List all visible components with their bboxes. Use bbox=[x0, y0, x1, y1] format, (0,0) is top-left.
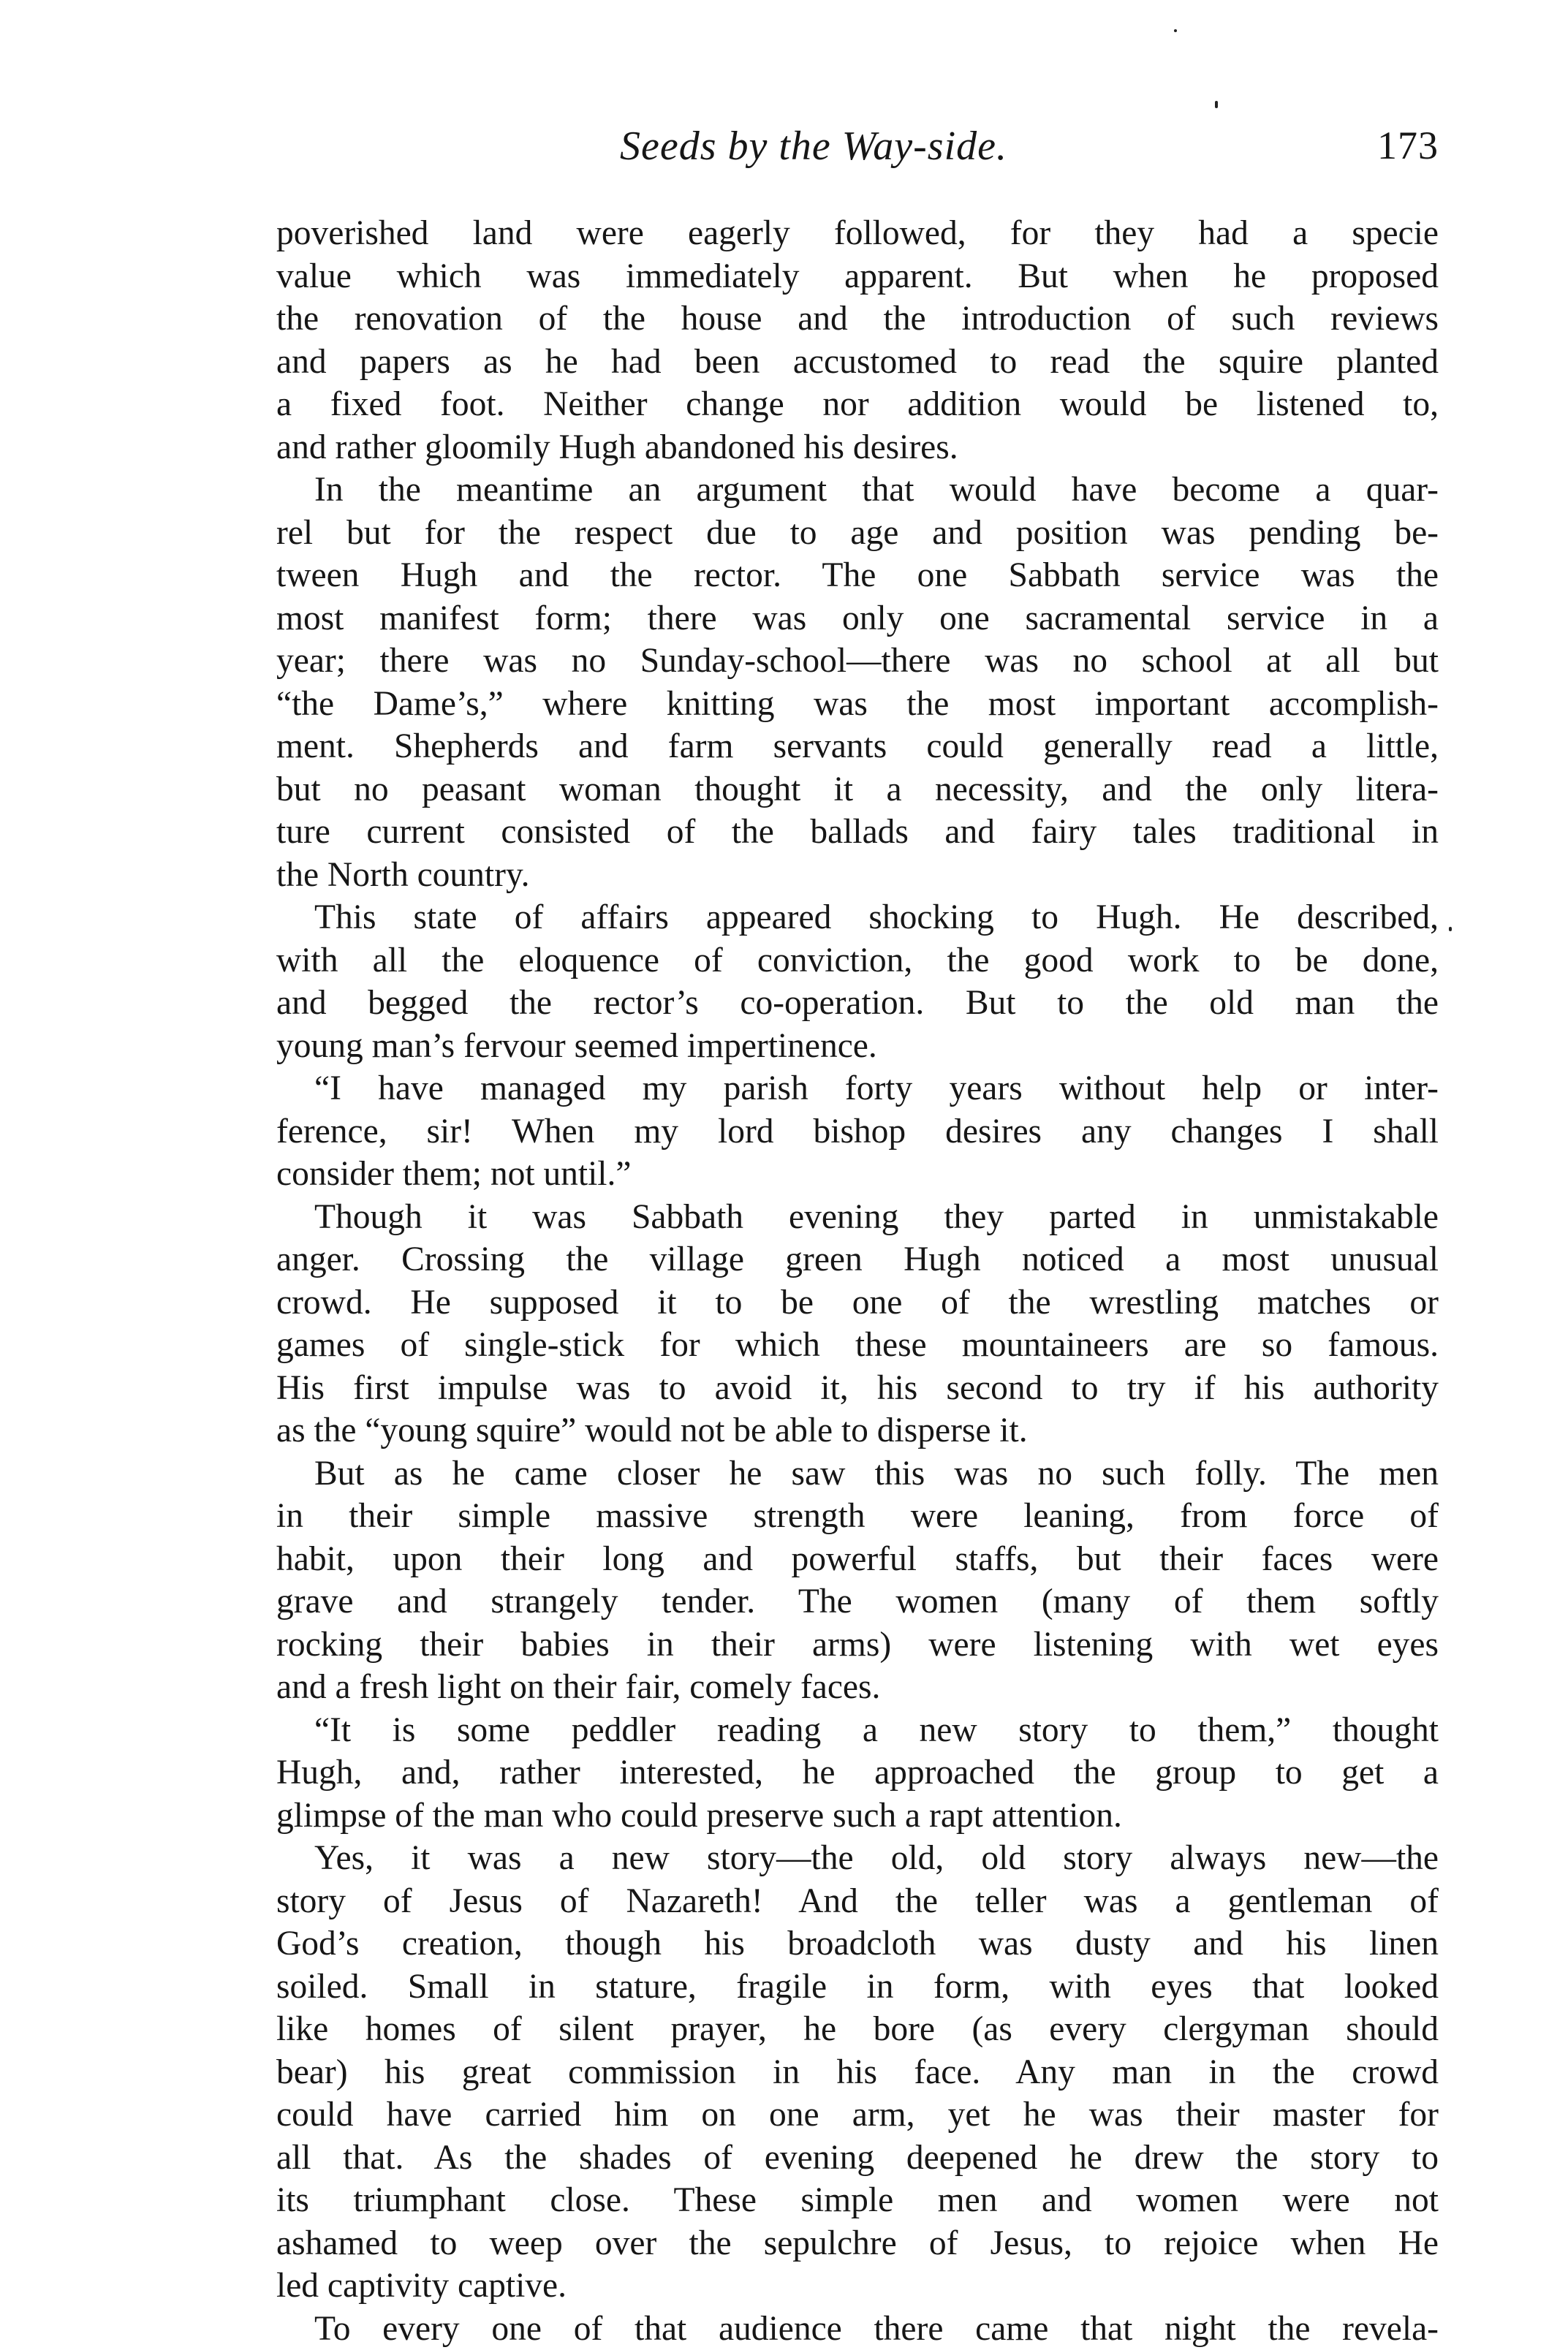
text-line: year; there was no Sunday-school—there was no school at all but bbox=[276, 640, 1439, 683]
text-line: in their simple massive strength were leaning, from force of bbox=[276, 1495, 1439, 1538]
text-line: but no peasant woman thought it a necessity, and the only litera- bbox=[276, 768, 1439, 811]
text-line: poverished land were eagerly followed, for they had a specie bbox=[276, 212, 1439, 255]
text-line: value which was immediately apparent. But when he proposed bbox=[276, 255, 1439, 298]
print-speck bbox=[1174, 29, 1177, 32]
text-line: led captivity captive. bbox=[276, 2264, 1439, 2308]
text-line: glimpse of the man who could preserve such a rapt attention. bbox=[276, 1794, 1439, 1838]
text-line: rocking their babies in their arms) were listening with wet eyes bbox=[276, 1623, 1439, 1667]
text-line: the North country. bbox=[276, 854, 1439, 897]
body-text bbox=[276, 212, 1439, 2350]
text-line: “It is some peddler reading a new story to them,” thought bbox=[276, 1709, 1439, 1752]
text-line: ture current consisted of the ballads and fairy tales traditional in bbox=[276, 811, 1439, 854]
text-line: “I have managed my parish forty years without help or inter- bbox=[276, 1067, 1439, 1110]
text-line: games of single-stick for which these mountaineers are so famous. bbox=[276, 1324, 1439, 1367]
paragraph bbox=[276, 1196, 1439, 1452]
text-line: the renovation of the house and the introduction of such reviews bbox=[276, 297, 1439, 341]
text-line: habit, upon their long and powerful staffs, but their faces were bbox=[276, 1538, 1439, 1581]
text-line: grave and strangely tender. The women (many of them softly bbox=[276, 1580, 1439, 1623]
paragraph bbox=[276, 896, 1439, 1067]
print-speck bbox=[1215, 101, 1218, 108]
text-line: God’s creation, though his broadcloth was dusty and his linen bbox=[276, 1922, 1439, 1966]
text-line: story of Jesus of Nazareth! And the teller was a gentleman of bbox=[276, 1880, 1439, 1923]
text-line: and rather gloomily Hugh abandoned his desires. bbox=[276, 426, 1439, 469]
text-line: rel but for the respect due to age and position was pending be- bbox=[276, 512, 1439, 555]
text-line: and papers as he had been accustomed to read the squire planted bbox=[276, 341, 1439, 384]
text-line: tween Hugh and the rector. The one Sabbath service was the bbox=[276, 554, 1439, 597]
text-line: a fixed foot. Neither change nor addition would be listened to, bbox=[276, 383, 1439, 426]
text-line: and begged the rector’s co-operation. But to the old man the bbox=[276, 982, 1439, 1025]
text-line: But as he came closer he saw this was no such folly. The men bbox=[276, 1452, 1439, 1496]
text-line: Yes, it was a new story—the old, old story always new—the bbox=[276, 1837, 1439, 1880]
text-line: anger. Crossing the village green Hugh noticed a most unusual bbox=[276, 1238, 1439, 1281]
paragraph bbox=[276, 1709, 1439, 1838]
text-line: ference, sir! When my lord bishop desires any changes I shall bbox=[276, 1110, 1439, 1153]
paragraph bbox=[276, 1067, 1439, 1196]
text-line: and a fresh light on their fair, comely faces. bbox=[276, 1666, 1439, 1709]
text-line: with all the eloquence of conviction, the good work to be done, bbox=[276, 939, 1439, 982]
text-line: In the meantime an argument that would have become a quar- bbox=[276, 469, 1439, 512]
text-line: ment. Shepherds and farm servants could generally read a little, bbox=[276, 725, 1439, 768]
text-line: His first impulse was to avoid it, his second to try if his authority bbox=[276, 1367, 1439, 1410]
text-line: To every one of that audience there came that night the revela- bbox=[276, 2308, 1439, 2350]
text-line: as the “young squire” would not be able to disperse it. bbox=[276, 1409, 1439, 1452]
text-line: young man’s fervour seemed impertinence. bbox=[276, 1025, 1439, 1068]
text-line: soiled. Small in stature, fragile in form, with eyes that looked bbox=[276, 1966, 1439, 2009]
paragraph bbox=[276, 1837, 1439, 2308]
text-line: crowd. He supposed it to be one of the wrestling matches or bbox=[276, 1281, 1439, 1324]
text-line: bear) his great commission in his face. Any man in the crowd bbox=[276, 2051, 1439, 2094]
text-line: Hugh, and, rather interested, he approached the group to get a bbox=[276, 1751, 1439, 1794]
text-line: “the Dame’s,” where knitting was the most important accomplish- bbox=[276, 683, 1439, 726]
text-line: consider them; not until.” bbox=[276, 1153, 1439, 1196]
text-line: its triumphant close. These simple men and women were not bbox=[276, 2179, 1439, 2222]
paragraph bbox=[276, 469, 1439, 896]
text-line: could have carried him on one arm, yet he was their master for bbox=[276, 2093, 1439, 2137]
text-line: all that. As the shades of evening deepened he drew the story to bbox=[276, 2137, 1439, 2180]
paragraph bbox=[276, 1452, 1439, 1709]
text-line: most manifest form; there was only one sacramental service in a bbox=[276, 597, 1439, 640]
print-speck bbox=[1449, 927, 1452, 931]
text-line: Though it was Sabbath evening they parted in unmistakable bbox=[276, 1196, 1439, 1239]
paragraph bbox=[276, 212, 1439, 469]
page-header bbox=[276, 123, 1439, 189]
text-line: like homes of silent prayer, he bore (as every clergyman should bbox=[276, 2008, 1439, 2051]
text-line: ashamed to weep over the sepulchre of Jesus, to rejoice when He bbox=[276, 2222, 1439, 2265]
page-number: 173 bbox=[1377, 123, 1439, 168]
text-line: This state of affairs appeared shocking to Hugh. He described, bbox=[276, 896, 1439, 939]
paragraph bbox=[276, 2308, 1439, 2350]
running-title: Seeds by the Way-side. bbox=[620, 123, 1007, 170]
